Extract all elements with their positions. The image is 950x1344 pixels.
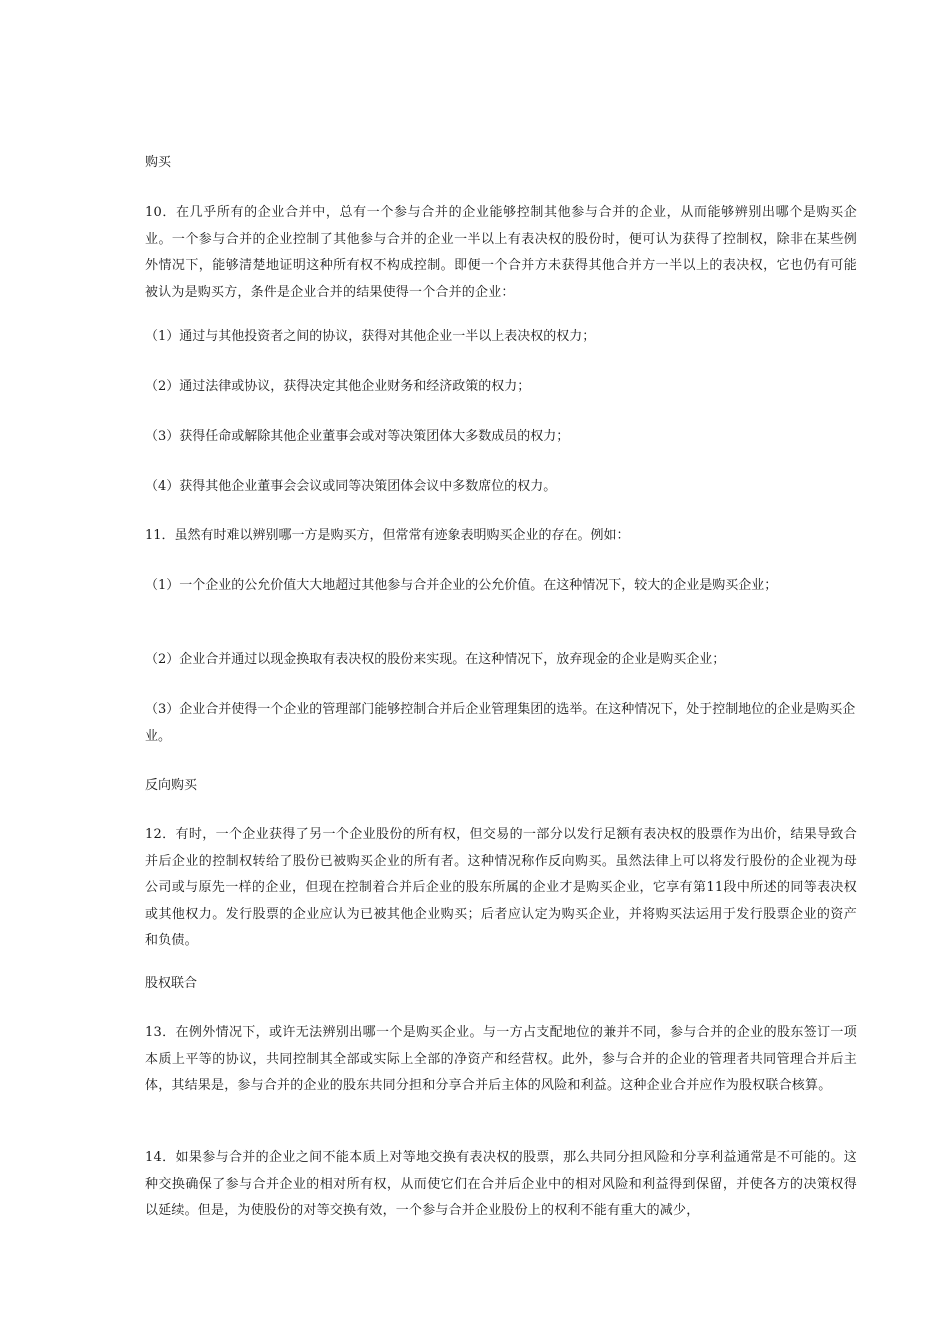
paragraph-13: 13．在例外情况下，或许无法辨别出哪一个是购买企业。与一方占支配地位的兼并不同，参与合并的企业的股东签订一项本质上平等的协议，共同控制其全部或实际上全部的净资产和经营权。此外，参与合并的企业的管理者共同管理合并后主体，其结果是，参与合并的企业的股东共同分担和分享合并后主体的风险和利益。这种企业合并应作为股权联合核算。 <box>145 1025 857 1093</box>
section-heading-reverse-purchase: 反向购买 <box>145 778 198 793</box>
section-heading-pooling: 股权联合 <box>145 976 198 991</box>
section-heading-purchase: 购买 <box>145 155 172 170</box>
paragraph-10: 10．在几乎所有的企业合并中，总有一个参与合并的企业能够控制其他参与合并的企业，从而能够辨别出哪个是购买企业。一个参与合并的企业控制了其他参与合并的企业一半以上有表决权的股份时，便可认为获得了控制权，除非在某些例外情况下，能够清楚地证明这种所有权不构成控制。即便一个合并方未获得其他合并方一半以上的表决权，它也仍有可能被认为是购买方，条件是企业合并的结果使得一个合并的企业： <box>145 205 857 300</box>
paragraph-10-item-4: （4）获得其他企业董事会会议或同等决策团体会议中多数席位的权力。 <box>145 479 557 494</box>
paragraph-10-item-2: （2）通过法律或协议，获得决定其他企业财务和经济政策的权力； <box>145 379 531 394</box>
paragraph-10-item-1: （1）通过与其他投资者之间的协议，获得对其他企业一半以上表决权的权力； <box>145 329 596 344</box>
paragraph-11-item-1: （1）一个企业的公允价值大大地超过其他参与合并企业的公允价值。在这种情况下，较大的企业是购买企业； <box>145 578 778 593</box>
paragraph-11-item-2: （2）企业合并通过以现金换取有表决权的股份来实现。在这种情况下，放弃现金的企业是购买企业； <box>145 652 726 667</box>
paragraph-10-item-3: （3）获得任命或解除其他企业董事会或对等决策团体大多数成员的权力； <box>145 429 570 444</box>
paragraph-12: 12．有时，一个企业获得了另一个企业股份的所有权，但交易的一部分以发行足额有表决权的股票作为出价，结果导致合并后企业的控制权转给了股份已被购买企业的所有者。这种情况称作反向购买。虽然法律上可以将发行股份的企业视为母公司或与原先一样的企业，但现在控制着合并后企业的股东所属的企业才是购买企业，它享有第11段中所述的同等表决权或其他权力。发行股票的企业应认为已被其他企业购买；后者应认定为购买企业，并将购买法运用于发行股票企业的资产和负债。 <box>145 827 857 948</box>
paragraph-11: 11．虽然有时难以辨别哪一方是购买方，但常常有迹象表明购买企业的存在。例如： <box>145 528 630 543</box>
paragraph-11-item-3: （3）企业合并使得一个企业的管理部门能够控制合并后企业管理集团的选举。在这种情况下，处于控制地位的企业是购买企业。 <box>145 702 856 744</box>
paragraph-14: 14．如果参与合并的企业之间不能本质上对等地交换有表决权的股票，那么共同分担风险和分享利益通常是不可能的。这种交换确保了参与合并企业的相对所有权，从而使它们在合并后企业中的相对风险和利益得到保留，并使各方的决策权得以延续。但是，为使股份的对等交换有效，一个参与合并企业股份上的权利不能有重大的减少， <box>145 1150 857 1218</box>
